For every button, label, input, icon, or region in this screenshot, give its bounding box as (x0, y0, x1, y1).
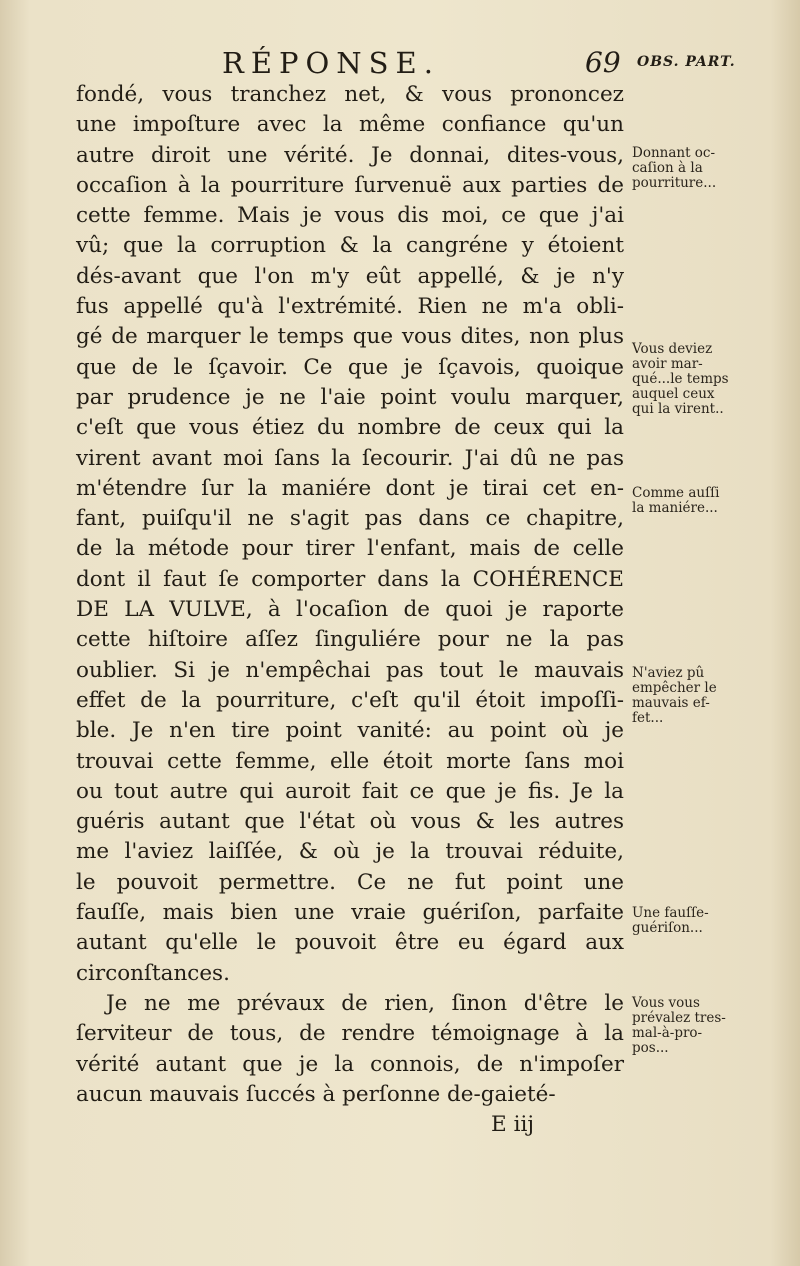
text-line: que de le ſçavoir. Ce que je ſçavois, quoique (76, 354, 624, 380)
text-line: par prudence je ne l'aie point voulu marquer, (76, 384, 624, 410)
text-line: trouvai cette femme, elle étoit morte ſans moi (76, 748, 624, 774)
text-line: ble. Je n'en tire point vanité: au point où je (76, 718, 624, 744)
text-line: c'eſt que vous étiez du nombre de ceux qui la (76, 415, 624, 441)
margin-note-1 (632, 146, 754, 191)
margin-note-3 (632, 486, 754, 516)
text-line: circonſtances. (76, 960, 230, 986)
text-line: fondé, vous tranchez net, & vous prononcez (76, 82, 624, 107)
text-line: fant, puiſqu'il ne s'agit pas dans ce chapitre, (76, 506, 624, 532)
margin-note-line: auquel ceux (632, 386, 715, 402)
text-line: fus appellé qu'à l'extrémité. Rien ne m'a obli- (76, 294, 624, 320)
text-line: oublier. Si je n'empêchai pas tout le mauvais (76, 657, 624, 683)
running-header (0, 46, 800, 80)
text-line: ſerviteur de tous, de rendre témoignage à la (76, 1021, 624, 1047)
text-line: dont il faut ſe comporter dans la COHÉRENCE (76, 566, 624, 592)
text-line: virent avant moi ſans la ſecourir. J'ai dû ne pas (76, 445, 624, 471)
margin-note-line: la maniére... (632, 500, 718, 516)
margin-note-line: avoir mar- (632, 356, 703, 372)
margin-note-line: Donnant oc- (632, 145, 716, 161)
text-line: une impoſture avec la même confiance qu'un (76, 112, 624, 138)
margin-note-line: mauvais ef- (632, 695, 710, 711)
margin-note-line: mal-à-pro- (632, 1025, 703, 1041)
text-line: cette femme. Mais je vous dis moi, ce que j'ai (76, 203, 624, 229)
text-line: le pouvoit permettre. Ce ne fut point une (76, 869, 624, 895)
margin-note-line: caſion à la (632, 160, 703, 176)
margin-note-line: Une fauſſe- (632, 905, 709, 921)
text-line: guéris autant que l'état où vous & les autres (76, 809, 624, 835)
signature-mark: E iij (491, 1112, 534, 1138)
margin-note-line: guériſon... (632, 920, 703, 936)
text-line: vû; que la corruption & la cangréne y étoient (76, 233, 624, 259)
margin-note-2 (632, 342, 754, 417)
margin-note-6 (632, 996, 754, 1056)
text-line: fauſſe, mais bien une vraie guériſon, parfaite (76, 900, 624, 926)
margin-note-line: Vous vous (632, 995, 700, 1011)
text-line: m'étendre ſur la maniére dont je tirai cet en- (76, 475, 624, 501)
margin-note-line: Comme auſſi (632, 485, 720, 501)
margin-note-line: qué...le temps (632, 371, 729, 387)
margin-note-line: pourriture... (632, 175, 717, 191)
part-label: OBS. PART. (637, 54, 736, 70)
text-line: gé de marquer le temps que vous dites, non plus (76, 324, 624, 350)
margin-note-line: empêcher le (632, 680, 717, 696)
header-title: RÉPONSE. (222, 46, 440, 80)
text-line: Je ne me prévaux de rien, ſinon d'être le (106, 990, 624, 1016)
text-line: me l'aviez laiſſée, & où je la trouvai réduite, (76, 839, 624, 865)
margin-note-line: prévalez tres- (632, 1010, 726, 1026)
text-line: autant qu'elle le pouvoit être eu égard aux (76, 930, 624, 956)
text-line: de la métode pour tirer l'enfant, mais de celle (76, 536, 624, 562)
text-line: DE LA VULVE, à l'ocaſion de quoi je raporte (76, 597, 624, 623)
margin-note-line: qui la virent.. (632, 401, 724, 417)
page-number: 69 (585, 46, 621, 79)
margin-note-4 (632, 666, 754, 726)
text-line: ou tout autre qui auroit fait ce que je fis. Je la (76, 778, 624, 804)
margin-note-line: pos... (632, 1040, 669, 1056)
text-line: aucun mauvais ſuccés à perſonne de-gaieté- (76, 1081, 556, 1107)
main-text (76, 80, 624, 1140)
text-line: effet de la pourriture, c'eſt qu'il étoit impoſſi- (76, 687, 624, 713)
text-line: cette hiſtoire aſſez ſinguliére pour ne la pas (76, 627, 624, 653)
text-line: dés-avant que l'on m'y eût appellé, & je n'y (76, 263, 624, 289)
text-line: vérité autant que je la connois, de n'impoſer (76, 1051, 624, 1077)
margin-note-5 (632, 906, 754, 936)
text-line: autre diroit une vérité. Je donnai, dites-vous, (76, 142, 624, 168)
margin-note-line: Vous deviez (632, 341, 713, 357)
margin-note-line: N'aviez pû (632, 665, 705, 681)
text-line: occaſion à la pourriture ſurvenuë aux parties de (76, 172, 624, 198)
margin-note-line: fet... (632, 710, 664, 726)
